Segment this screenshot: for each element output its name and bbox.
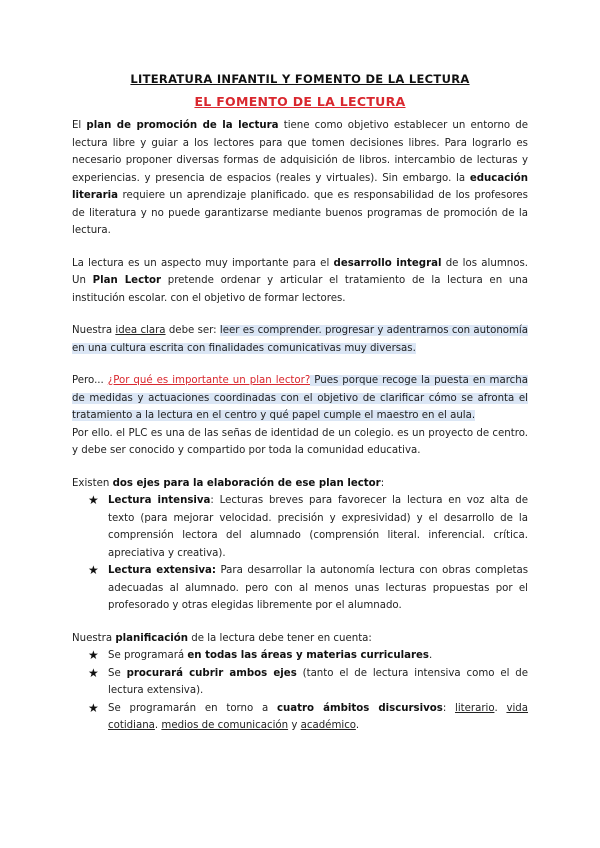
term-idea-clara: idea clara	[115, 325, 166, 336]
list-item: ★ Lectura extensiva: Para desarrollar la autonomía lectura con obras completas adecuadas al alumnado. pero con al menos unas lecturas propuestas por el profesorado y otras elegidas libremente por el alumnado.	[88, 563, 529, 611]
star-bullet-icon: ★	[88, 493, 99, 507]
list-item: ★ Se programarán en torno a cuatro ámbitos discursivos: literario. vida cotidiana. medios de comunicación y académico.	[88, 700, 529, 731]
term-lectura-intensiva: Lectura intensiva	[108, 495, 211, 506]
term-plan-lector: Plan Lector	[92, 275, 162, 286]
term-educacion-literaria: educación literaria	[72, 172, 528, 201]
highlighted-definition: leer es comprender. progresar y adentrarnos con autonomía en una cultura escrita con finalidades comunicativas muy diversas.	[72, 325, 529, 354]
paragraph-planificacion: Nuestra planificación de la lectura debe tener en cuenta:	[72, 632, 372, 644]
star-bullet-icon: ★	[88, 563, 99, 577]
term-lectura-extensiva: Lectura extensiva:	[108, 565, 216, 576]
document-title: LITERATURA INFANTIL Y FOMENTO DE LA LECTURA	[130, 72, 470, 86]
document-body	[72, 72, 528, 735]
paragraph-plc: Por ello. el PLC es una de las señas de identidad de un colegio. es un proyecto de centro. y debe ser conocido y compartido por toda la comunidad educativa.	[72, 427, 528, 456]
paragraph-pregunta: Pero... ¿Por qué es importante un plan lector? Pues porque recoge la puesta en marcha de medidas y actuaciones coordinadas con el objetivo de clarificar cómo se afronta el tratamiento a la lectura en el centro y qué papel cumple el maestro en el aula.	[72, 375, 528, 421]
paragraph-plan-lector: La lectura es un aspecto muy importante para el desarrollo integral de los alumnos. Un Plan Lector pretende ordenar y articular el tratamiento de la lectura en una institución escolar. con el objetivo de formar lectores.	[72, 257, 528, 304]
question-plan-lector: ¿Por qué es importante un plan lector?	[107, 375, 311, 386]
star-bullet-icon: ★	[88, 665, 99, 680]
section-title: EL FOMENTO DE LA LECTURA	[194, 94, 406, 109]
list-item: ★ Lectura intensiva: Lecturas breves para favorecer la lectura en voz alta de texto (para mejorar velocidad. precisión y expresividad) y el desarrollo de la comprensión lectora del alumnado (comprensión literal. inferencial. crítica. apreciativa y creativa).	[88, 493, 529, 559]
star-bullet-icon: ★	[88, 700, 99, 715]
paragraph-ejes-intro: Existen dos ejes para la elaboración de ese plan lector:	[72, 477, 385, 489]
paragraph-plan-promocion: El plan de promoción de la lectura tiene como objetivo establecer un entorno de lectura libre y guiar a los lectores para que tomen decisiones libres. Para lograrlo es necesario proponer diversas formas de adquisición de libros. intercambio de lecturas y experiencias. y presencia de espacios (reales y virtuales). Sin embargo. la educación literaria requiere un aprendizaje planificado. que es responsabilidad de los profesores de literatura y no puede garantizarse mediante buenos programas de promoción de la lectura.	[72, 120, 529, 236]
term-planificacion: planificación	[115, 632, 188, 644]
paragraph-idea-clara: Nuestra idea clara debe ser: leer es comprender. progresar y adentrarnos con autonomía en una cultura escrita con finalidades comunicativas muy diversas.	[72, 325, 529, 354]
star-bullet-icon: ★	[88, 648, 99, 662]
planificacion-list	[72, 647, 528, 735]
list-item: ★ Se procurará cubrir ambos ejes (tanto el de lectura intensiva como el de lectura extensiva).	[88, 665, 528, 696]
ejes-list	[72, 492, 528, 615]
term-dos-ejes: dos ejes para la elaboración de ese plan lector	[112, 477, 381, 489]
term-plan-promocion: plan de promoción de la lectura	[86, 120, 279, 131]
highlighted-answer: Pues porque recoge la puesta en marcha de medidas y actuaciones coordinadas con el objetivo de clarificar cómo se afronta el tratamiento a la lectura en el centro y qué papel cumple el maestro en el aula.	[72, 375, 528, 421]
term-desarrollo-integral: desarrollo integral	[333, 257, 442, 269]
list-item: ★ Se programará en todas las áreas y materias curriculares.	[88, 647, 528, 665]
